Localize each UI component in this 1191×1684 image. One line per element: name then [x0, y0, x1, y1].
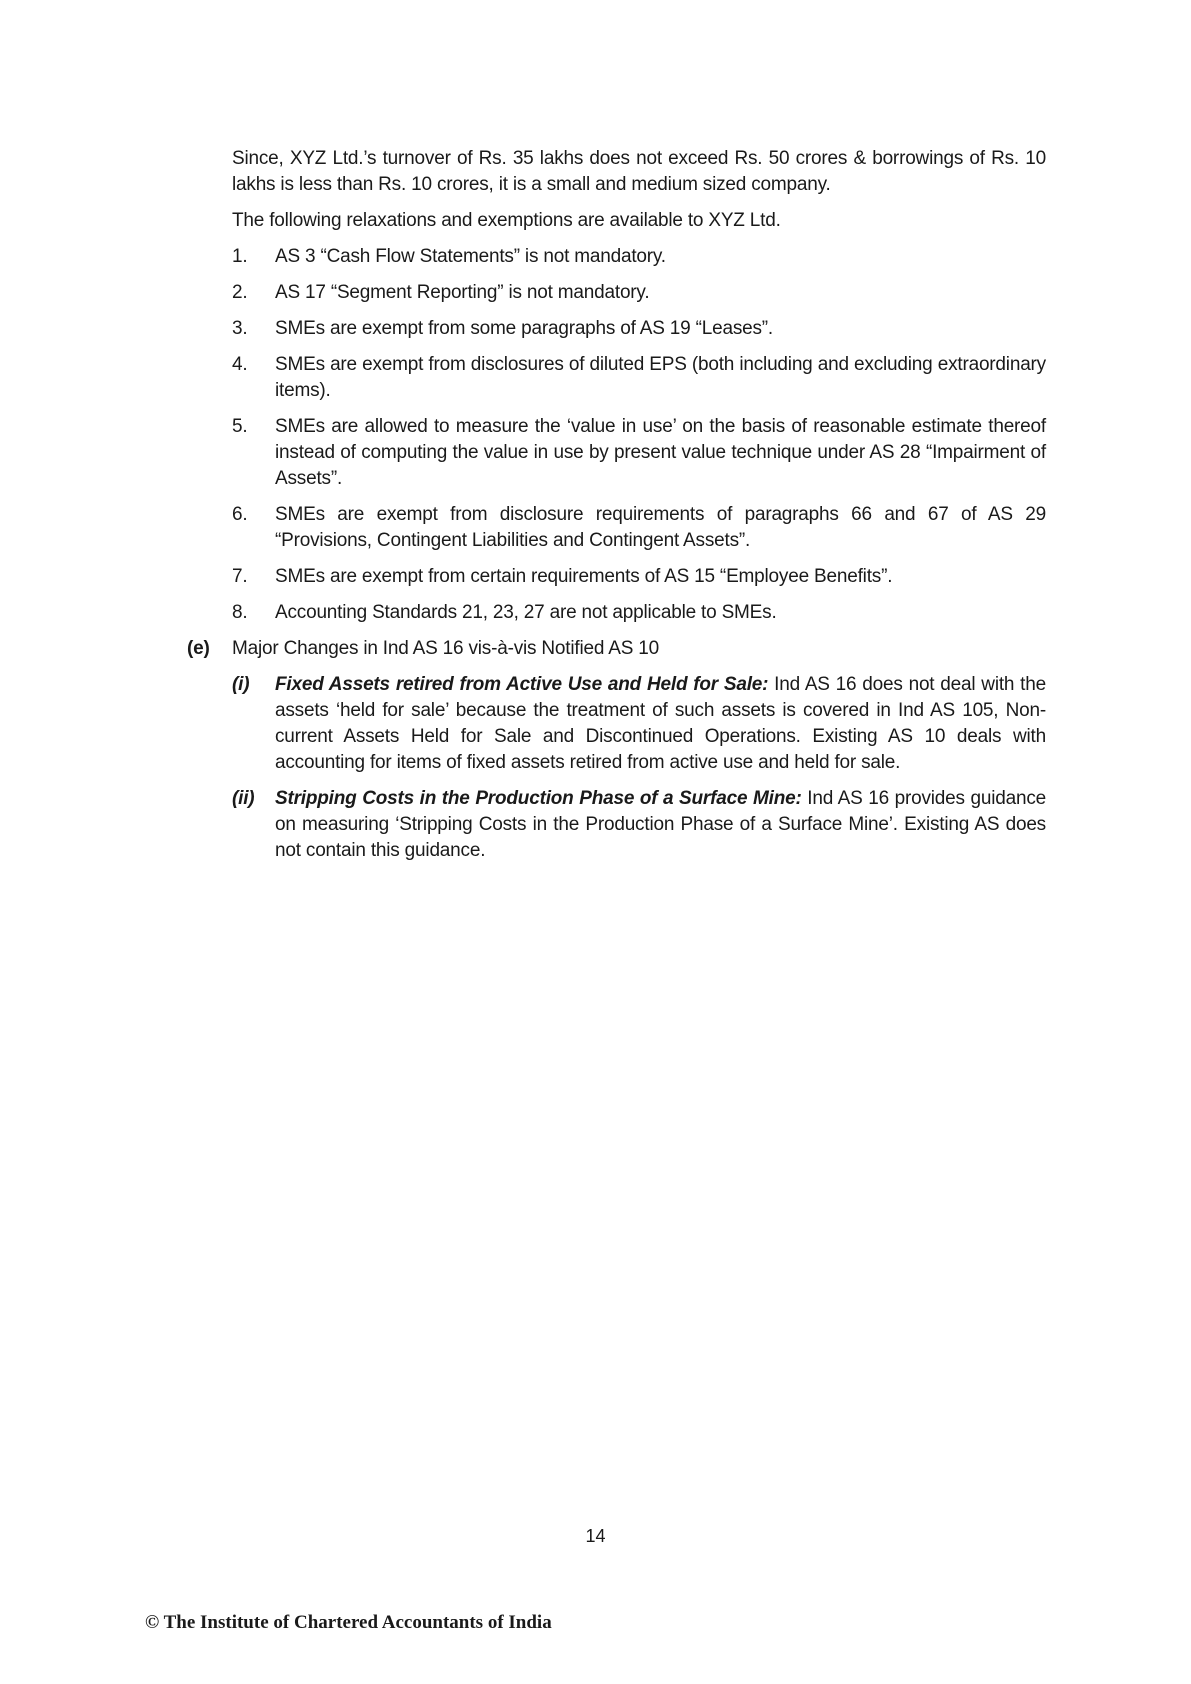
conclusion-paragraph: Since, XYZ Ltd.’s turnover of Rs. 35 lakhs does not exceed Rs. 50 crores & borrowings of Rs. 10 lakhs is less than Rs. 10 crores, it is a small and medium sized company.: [232, 148, 1046, 195]
list-item: [232, 600, 1046, 626]
sub-item-fixed-assets: [232, 672, 1046, 776]
page-content: [187, 146, 1047, 874]
list-text: Accounting Standards 21, 23, 27 are not applicable to SMEs.: [275, 602, 777, 623]
list-item: [232, 244, 1046, 270]
list-number: 1.: [232, 246, 248, 267]
section-title: Major Changes in Ind AS 16 vis-à-vis Notified AS 10: [232, 638, 660, 659]
list-text: AS 3 “Cash Flow Statements” is not mandatory.: [275, 246, 666, 267]
page-number: 14: [585, 1526, 606, 1546]
list-item: [232, 316, 1046, 342]
sub-item-lead: Stripping Costs in the Production Phase of a Surface Mine:: [275, 788, 808, 809]
list-text: SMEs are exempt from disclosures of diluted EPS (both including and excluding extraordinary items).: [275, 354, 1046, 401]
list-number: 2.: [232, 282, 248, 303]
list-number: 5.: [232, 416, 248, 437]
list-text: SMEs are allowed to measure the ‘value in use’ on the basis of reasonable estimate thereof instead of computing the value in use by present value technique under AS 28 “Impairment of Assets”.: [275, 416, 1046, 489]
list-text: SMEs are exempt from certain requirements of AS 15 “Employee Benefits”.: [275, 566, 893, 587]
list-number: 3.: [232, 318, 248, 339]
list-item: [232, 564, 1046, 590]
list-item: [232, 502, 1046, 554]
list-text: SMEs are exempt from disclosure requirements of paragraphs 66 and 67 of AS 29 “Provisions, Contingent Liabilities and Contingent Assets”.: [275, 504, 1046, 551]
list-number: 7.: [232, 566, 248, 587]
copyright-footer: © The Institute of Chartered Accountants of India: [145, 1612, 552, 1633]
list-number: 8.: [232, 602, 248, 623]
list-number: 4.: [232, 354, 248, 375]
exemptions-lead: The following relaxations and exemptions are available to XYZ Ltd.: [232, 210, 781, 231]
section-e-heading: [187, 636, 1046, 662]
list-text: SMEs are exempt from some paragraphs of AS 19 “Leases”.: [275, 318, 774, 339]
sub-item-stripping-costs: [232, 786, 1046, 864]
list-text: AS 17 “Segment Reporting” is not mandatory.: [275, 282, 650, 303]
sub-item-numeral: (ii): [232, 788, 255, 809]
sub-item-numeral: (i): [232, 674, 250, 695]
list-item: [232, 280, 1046, 306]
sub-item-text: Ind AS 16 does not deal with the assets ‘held for sale’ because the treatment of such assets is covered in Ind AS 105, Non-current Assets Held for Sale and Discontinued Operations. Existing AS 10 deals with accounting for items of fixed assets retired from active use and held for sale.: [275, 674, 1046, 773]
list-number: 6.: [232, 504, 248, 525]
exemptions-list: [232, 244, 1046, 626]
sub-item-text: Ind AS 16 provides guidance on measuring ‘Stripping Costs in the Production Phase of a Surface Mine’. Existing AS does not contain this guidance.: [275, 788, 1047, 861]
list-item: [232, 352, 1046, 404]
section-marker: (e): [187, 638, 210, 659]
list-item: [232, 414, 1046, 492]
sub-item-lead: Fixed Assets retired from Active Use and Held for Sale:: [275, 674, 775, 695]
